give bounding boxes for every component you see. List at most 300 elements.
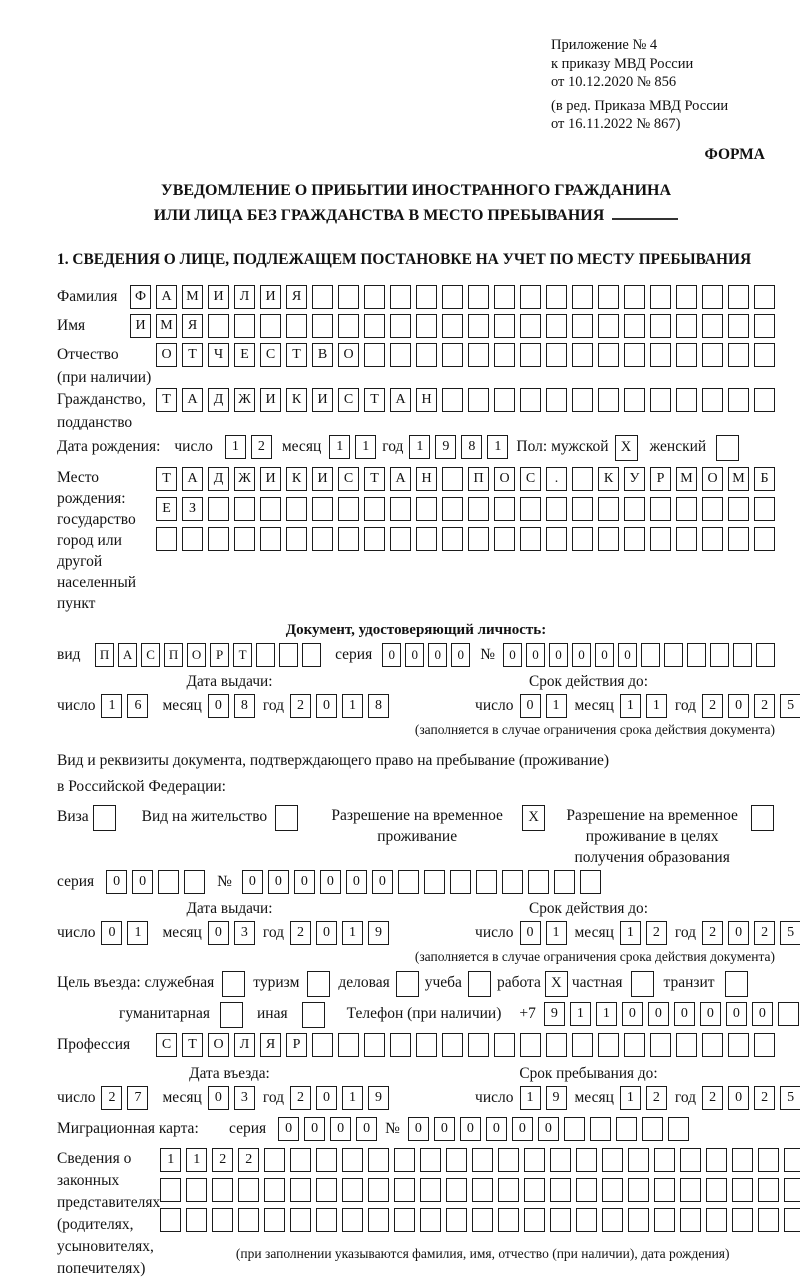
char-cell[interactable] xyxy=(234,497,255,521)
char-cell[interactable]: 1 xyxy=(620,1086,641,1110)
char-cell[interactable] xyxy=(754,343,775,367)
char-cell[interactable]: К xyxy=(286,467,307,491)
char-cell[interactable]: 0 xyxy=(382,643,401,667)
char-cell[interactable] xyxy=(502,870,523,894)
char-cell[interactable]: 1 xyxy=(127,921,148,945)
char-cell[interactable]: С xyxy=(338,467,359,491)
char-cell[interactable] xyxy=(342,1178,363,1202)
char-cell[interactable] xyxy=(687,643,706,667)
char-cell[interactable] xyxy=(710,643,729,667)
char-cell[interactable] xyxy=(286,497,307,521)
char-cell[interactable]: Ж xyxy=(234,467,255,491)
char-cell[interactable]: 0 xyxy=(346,870,367,894)
char-cell[interactable]: И xyxy=(312,388,333,412)
char-cell[interactable] xyxy=(450,870,471,894)
char-cell[interactable]: 2 xyxy=(702,921,723,945)
char-cell[interactable] xyxy=(416,314,437,338)
char-cell[interactable] xyxy=(220,1002,243,1028)
char-cell[interactable] xyxy=(650,343,671,367)
char-cell[interactable] xyxy=(546,497,567,521)
char-cell[interactable] xyxy=(446,1148,467,1172)
char-cell[interactable]: 1 xyxy=(329,435,350,459)
char-cell[interactable]: 0 xyxy=(278,1117,299,1141)
char-cell[interactable] xyxy=(290,1148,311,1172)
char-cell[interactable] xyxy=(364,1033,385,1057)
char-cell[interactable]: С xyxy=(338,388,359,412)
char-cell[interactable] xyxy=(260,314,281,338)
char-cell[interactable] xyxy=(468,285,489,309)
char-cell[interactable] xyxy=(160,1178,181,1202)
char-cell[interactable] xyxy=(554,870,575,894)
char-cell[interactable]: 0 xyxy=(726,1002,747,1026)
char-cell[interactable] xyxy=(442,343,463,367)
char-cell[interactable] xyxy=(208,497,229,521)
char-cell[interactable] xyxy=(264,1178,285,1202)
char-cell[interactable]: 1 xyxy=(646,694,667,718)
char-cell[interactable]: 2 xyxy=(212,1148,233,1172)
char-cell[interactable] xyxy=(758,1178,779,1202)
char-cell[interactable]: 2 xyxy=(702,1086,723,1110)
char-cell[interactable] xyxy=(572,527,593,551)
char-cell[interactable] xyxy=(264,1208,285,1232)
char-cell[interactable]: 0 xyxy=(428,643,447,667)
char-cell[interactable] xyxy=(156,527,177,551)
char-cell[interactable]: Т xyxy=(233,643,252,667)
char-cell[interactable]: О xyxy=(208,1033,229,1057)
char-cell[interactable] xyxy=(442,388,463,412)
char-cell[interactable] xyxy=(524,1208,545,1232)
char-cell[interactable] xyxy=(546,388,567,412)
char-cell[interactable] xyxy=(494,388,515,412)
char-cell[interactable] xyxy=(602,1148,623,1172)
char-cell[interactable]: 1 xyxy=(546,694,567,718)
char-cell[interactable]: 0 xyxy=(316,921,337,945)
char-cell[interactable] xyxy=(624,343,645,367)
char-cell[interactable] xyxy=(641,643,660,667)
char-cell[interactable]: М xyxy=(676,467,697,491)
char-cell[interactable]: 0 xyxy=(320,870,341,894)
char-cell[interactable] xyxy=(784,1148,800,1172)
char-cell[interactable] xyxy=(234,527,255,551)
char-cell[interactable] xyxy=(654,1178,675,1202)
char-cell[interactable] xyxy=(390,314,411,338)
char-cell[interactable]: 1 xyxy=(342,921,363,945)
char-cell[interactable] xyxy=(494,497,515,521)
char-cell[interactable] xyxy=(316,1178,337,1202)
char-cell[interactable] xyxy=(550,1148,571,1172)
char-cell[interactable]: 1 xyxy=(355,435,376,459)
char-cell[interactable] xyxy=(702,314,723,338)
char-cell[interactable] xyxy=(754,285,775,309)
char-cell[interactable]: А xyxy=(390,388,411,412)
char-cell[interactable] xyxy=(312,285,333,309)
char-cell[interactable] xyxy=(222,971,245,997)
char-cell[interactable]: 1 xyxy=(620,694,641,718)
char-cell[interactable] xyxy=(546,343,567,367)
char-cell[interactable] xyxy=(238,1208,259,1232)
char-cell[interactable] xyxy=(468,343,489,367)
char-cell[interactable] xyxy=(286,527,307,551)
char-cell[interactable] xyxy=(394,1178,415,1202)
char-cell[interactable] xyxy=(390,527,411,551)
char-cell[interactable] xyxy=(364,343,385,367)
char-cell[interactable]: 0 xyxy=(622,1002,643,1026)
char-cell[interactable] xyxy=(546,1033,567,1057)
char-cell[interactable]: 0 xyxy=(520,921,541,945)
char-cell[interactable] xyxy=(498,1178,519,1202)
char-cell[interactable]: 0 xyxy=(486,1117,507,1141)
char-cell[interactable]: П xyxy=(468,467,489,491)
char-cell[interactable] xyxy=(564,1117,585,1141)
char-cell[interactable] xyxy=(572,285,593,309)
char-cell[interactable] xyxy=(598,343,619,367)
char-cell[interactable] xyxy=(754,388,775,412)
char-cell[interactable] xyxy=(758,1148,779,1172)
char-cell[interactable] xyxy=(732,1148,753,1172)
char-cell[interactable] xyxy=(342,1148,363,1172)
char-cell[interactable] xyxy=(728,314,749,338)
char-cell[interactable]: 9 xyxy=(435,435,456,459)
char-cell[interactable]: 0 xyxy=(572,643,591,667)
char-cell[interactable]: П xyxy=(164,643,183,667)
char-cell[interactable]: Р xyxy=(210,643,229,667)
char-cell[interactable]: Т xyxy=(156,388,177,412)
char-cell[interactable]: 5 xyxy=(780,1086,800,1110)
char-cell[interactable]: А xyxy=(182,467,203,491)
char-cell[interactable] xyxy=(446,1178,467,1202)
char-cell[interactable] xyxy=(676,314,697,338)
char-cell[interactable]: А xyxy=(182,388,203,412)
char-cell[interactable]: 2 xyxy=(702,694,723,718)
char-cell[interactable] xyxy=(186,1178,207,1202)
char-cell[interactable] xyxy=(494,314,515,338)
char-cell[interactable] xyxy=(396,971,419,997)
char-cell[interactable]: 0 xyxy=(538,1117,559,1141)
char-cell[interactable]: 0 xyxy=(618,643,637,667)
char-cell[interactable] xyxy=(286,314,307,338)
char-cell[interactable] xyxy=(524,1178,545,1202)
char-cell[interactable] xyxy=(676,1033,697,1057)
char-cell[interactable] xyxy=(416,343,437,367)
char-cell[interactable]: 2 xyxy=(754,694,775,718)
char-cell[interactable] xyxy=(208,527,229,551)
char-cell[interactable] xyxy=(728,527,749,551)
char-cell[interactable] xyxy=(290,1178,311,1202)
char-cell[interactable] xyxy=(642,1117,663,1141)
char-cell[interactable] xyxy=(650,285,671,309)
char-cell[interactable]: 0 xyxy=(408,1117,429,1141)
char-cell[interactable] xyxy=(572,1033,593,1057)
char-cell[interactable]: 2 xyxy=(101,1086,122,1110)
char-cell[interactable]: X xyxy=(522,805,545,831)
char-cell[interactable]: Ч xyxy=(208,343,229,367)
char-cell[interactable] xyxy=(275,805,298,831)
char-cell[interactable]: 9 xyxy=(368,921,389,945)
char-cell[interactable] xyxy=(498,1208,519,1232)
char-cell[interactable] xyxy=(420,1178,441,1202)
char-cell[interactable]: 2 xyxy=(646,921,667,945)
char-cell[interactable] xyxy=(728,497,749,521)
char-cell[interactable] xyxy=(680,1148,701,1172)
char-cell[interactable]: Т xyxy=(364,388,385,412)
char-cell[interactable] xyxy=(754,314,775,338)
char-cell[interactable]: 0 xyxy=(356,1117,377,1141)
char-cell[interactable] xyxy=(524,1148,545,1172)
char-cell[interactable] xyxy=(650,497,671,521)
char-cell[interactable] xyxy=(442,285,463,309)
char-cell[interactable]: 0 xyxy=(520,694,541,718)
char-cell[interactable] xyxy=(733,643,752,667)
char-cell[interactable] xyxy=(546,527,567,551)
char-cell[interactable] xyxy=(598,388,619,412)
char-cell[interactable] xyxy=(784,1178,800,1202)
char-cell[interactable] xyxy=(260,527,281,551)
char-cell[interactable] xyxy=(476,870,497,894)
char-cell[interactable] xyxy=(702,388,723,412)
char-cell[interactable] xyxy=(680,1208,701,1232)
char-cell[interactable] xyxy=(702,527,723,551)
char-cell[interactable] xyxy=(520,343,541,367)
char-cell[interactable] xyxy=(572,388,593,412)
char-cell[interactable]: 1 xyxy=(520,1086,541,1110)
char-cell[interactable] xyxy=(628,1178,649,1202)
char-cell[interactable] xyxy=(654,1148,675,1172)
char-cell[interactable]: 5 xyxy=(780,694,800,718)
char-cell[interactable] xyxy=(212,1208,233,1232)
char-cell[interactable]: 1 xyxy=(186,1148,207,1172)
char-cell[interactable] xyxy=(676,343,697,367)
char-cell[interactable] xyxy=(364,285,385,309)
char-cell[interactable]: 0 xyxy=(648,1002,669,1026)
char-cell[interactable]: 3 xyxy=(234,921,255,945)
char-cell[interactable] xyxy=(572,314,593,338)
char-cell[interactable] xyxy=(184,870,205,894)
char-cell[interactable] xyxy=(576,1178,597,1202)
char-cell[interactable] xyxy=(424,870,445,894)
char-cell[interactable] xyxy=(702,285,723,309)
char-cell[interactable]: Я xyxy=(182,314,203,338)
char-cell[interactable] xyxy=(364,527,385,551)
char-cell[interactable]: А xyxy=(156,285,177,309)
char-cell[interactable] xyxy=(468,497,489,521)
char-cell[interactable] xyxy=(420,1208,441,1232)
char-cell[interactable] xyxy=(364,314,385,338)
char-cell[interactable] xyxy=(416,285,437,309)
char-cell[interactable] xyxy=(732,1208,753,1232)
char-cell[interactable] xyxy=(706,1178,727,1202)
char-cell[interactable] xyxy=(442,314,463,338)
char-cell[interactable] xyxy=(598,1033,619,1057)
char-cell[interactable]: 0 xyxy=(106,870,127,894)
char-cell[interactable]: . xyxy=(546,467,567,491)
char-cell[interactable]: 0 xyxy=(674,1002,695,1026)
char-cell[interactable] xyxy=(520,285,541,309)
char-cell[interactable]: С xyxy=(156,1033,177,1057)
char-cell[interactable] xyxy=(390,497,411,521)
char-cell[interactable] xyxy=(494,285,515,309)
char-cell[interactable] xyxy=(256,643,275,667)
char-cell[interactable]: Е xyxy=(234,343,255,367)
char-cell[interactable] xyxy=(182,527,203,551)
char-cell[interactable] xyxy=(394,1148,415,1172)
char-cell[interactable] xyxy=(650,527,671,551)
char-cell[interactable] xyxy=(93,805,116,831)
char-cell[interactable] xyxy=(160,1208,181,1232)
char-cell[interactable]: 0 xyxy=(728,694,749,718)
char-cell[interactable] xyxy=(338,314,359,338)
char-cell[interactable]: Е xyxy=(156,497,177,521)
char-cell[interactable] xyxy=(631,971,654,997)
char-cell[interactable] xyxy=(576,1208,597,1232)
char-cell[interactable] xyxy=(616,1117,637,1141)
char-cell[interactable] xyxy=(546,285,567,309)
char-cell[interactable]: 1 xyxy=(342,1086,363,1110)
char-cell[interactable] xyxy=(390,285,411,309)
char-cell[interactable] xyxy=(520,314,541,338)
char-cell[interactable] xyxy=(650,1033,671,1057)
char-cell[interactable] xyxy=(442,1033,463,1057)
char-cell[interactable] xyxy=(520,388,541,412)
char-cell[interactable]: С xyxy=(520,467,541,491)
char-cell[interactable]: Д xyxy=(208,467,229,491)
char-cell[interactable] xyxy=(520,497,541,521)
char-cell[interactable] xyxy=(260,497,281,521)
char-cell[interactable] xyxy=(494,527,515,551)
char-cell[interactable] xyxy=(572,343,593,367)
char-cell[interactable] xyxy=(624,314,645,338)
char-cell[interactable]: И xyxy=(260,285,281,309)
char-cell[interactable] xyxy=(442,527,463,551)
char-cell[interactable]: 0 xyxy=(405,643,424,667)
char-cell[interactable]: 0 xyxy=(460,1117,481,1141)
char-cell[interactable] xyxy=(725,971,748,997)
char-cell[interactable] xyxy=(706,1148,727,1172)
char-cell[interactable]: 0 xyxy=(242,870,263,894)
char-cell[interactable]: 8 xyxy=(368,694,389,718)
char-cell[interactable]: 0 xyxy=(595,643,614,667)
char-cell[interactable]: X xyxy=(545,971,568,997)
char-cell[interactable]: 1 xyxy=(101,694,122,718)
char-cell[interactable]: 0 xyxy=(330,1117,351,1141)
char-cell[interactable]: 0 xyxy=(728,921,749,945)
char-cell[interactable] xyxy=(528,870,549,894)
char-cell[interactable]: X xyxy=(615,435,638,461)
char-cell[interactable] xyxy=(550,1178,571,1202)
char-cell[interactable] xyxy=(664,643,683,667)
char-cell[interactable] xyxy=(676,388,697,412)
char-cell[interactable] xyxy=(398,870,419,894)
char-cell[interactable] xyxy=(238,1178,259,1202)
char-cell[interactable]: 0 xyxy=(526,643,545,667)
char-cell[interactable]: 0 xyxy=(451,643,470,667)
char-cell[interactable]: 2 xyxy=(290,1086,311,1110)
char-cell[interactable]: 1 xyxy=(409,435,430,459)
char-cell[interactable]: М xyxy=(182,285,203,309)
char-cell[interactable] xyxy=(624,285,645,309)
char-cell[interactable] xyxy=(680,1178,701,1202)
char-cell[interactable]: Н xyxy=(416,467,437,491)
char-cell[interactable] xyxy=(624,388,645,412)
char-cell[interactable]: В xyxy=(312,343,333,367)
char-cell[interactable] xyxy=(550,1208,571,1232)
char-cell[interactable]: 1 xyxy=(546,921,567,945)
char-cell[interactable]: 0 xyxy=(316,1086,337,1110)
char-cell[interactable]: 0 xyxy=(503,643,522,667)
char-cell[interactable] xyxy=(338,527,359,551)
char-cell[interactable] xyxy=(290,1208,311,1232)
char-cell[interactable] xyxy=(702,497,723,521)
char-cell[interactable]: И xyxy=(312,467,333,491)
char-cell[interactable] xyxy=(732,1178,753,1202)
char-cell[interactable]: Т xyxy=(182,1033,203,1057)
char-cell[interactable] xyxy=(342,1208,363,1232)
char-cell[interactable] xyxy=(312,1033,333,1057)
char-cell[interactable]: 8 xyxy=(234,694,255,718)
char-cell[interactable] xyxy=(546,314,567,338)
char-cell[interactable] xyxy=(628,1148,649,1172)
char-cell[interactable] xyxy=(650,314,671,338)
char-cell[interactable]: 1 xyxy=(225,435,246,459)
char-cell[interactable]: Т xyxy=(364,467,385,491)
char-cell[interactable]: 2 xyxy=(754,1086,775,1110)
char-cell[interactable] xyxy=(442,467,463,491)
char-cell[interactable]: Л xyxy=(234,285,255,309)
char-cell[interactable]: 0 xyxy=(434,1117,455,1141)
char-cell[interactable] xyxy=(446,1208,467,1232)
char-cell[interactable]: 0 xyxy=(700,1002,721,1026)
char-cell[interactable]: Я xyxy=(286,285,307,309)
char-cell[interactable] xyxy=(338,1033,359,1057)
char-cell[interactable] xyxy=(590,1117,611,1141)
char-cell[interactable]: С xyxy=(141,643,160,667)
char-cell[interactable]: 2 xyxy=(290,921,311,945)
char-cell[interactable] xyxy=(598,314,619,338)
char-cell[interactable] xyxy=(302,643,321,667)
char-cell[interactable]: К xyxy=(598,467,619,491)
char-cell[interactable]: 0 xyxy=(132,870,153,894)
char-cell[interactable]: 0 xyxy=(208,921,229,945)
char-cell[interactable]: 1 xyxy=(596,1002,617,1026)
char-cell[interactable]: Н xyxy=(416,388,437,412)
char-cell[interactable] xyxy=(650,388,671,412)
char-cell[interactable]: 9 xyxy=(544,1002,565,1026)
char-cell[interactable] xyxy=(624,497,645,521)
char-cell[interactable]: Т xyxy=(286,343,307,367)
char-cell[interactable] xyxy=(706,1208,727,1232)
char-cell[interactable]: О xyxy=(156,343,177,367)
char-cell[interactable] xyxy=(598,497,619,521)
char-cell[interactable] xyxy=(602,1208,623,1232)
char-cell[interactable]: И xyxy=(208,285,229,309)
char-cell[interactable]: П xyxy=(95,643,114,667)
char-cell[interactable] xyxy=(468,388,489,412)
char-cell[interactable] xyxy=(754,527,775,551)
char-cell[interactable] xyxy=(316,1148,337,1172)
char-cell[interactable]: 2 xyxy=(251,435,272,459)
char-cell[interactable] xyxy=(468,971,491,997)
char-cell[interactable]: 0 xyxy=(549,643,568,667)
char-cell[interactable] xyxy=(572,467,593,491)
char-cell[interactable]: М xyxy=(728,467,749,491)
char-cell[interactable] xyxy=(598,285,619,309)
char-cell[interactable] xyxy=(338,497,359,521)
char-cell[interactable]: Я xyxy=(260,1033,281,1057)
char-cell[interactable]: 0 xyxy=(268,870,289,894)
char-cell[interactable]: 2 xyxy=(290,694,311,718)
char-cell[interactable] xyxy=(728,343,749,367)
char-cell[interactable] xyxy=(668,1117,689,1141)
char-cell[interactable]: 0 xyxy=(101,921,122,945)
